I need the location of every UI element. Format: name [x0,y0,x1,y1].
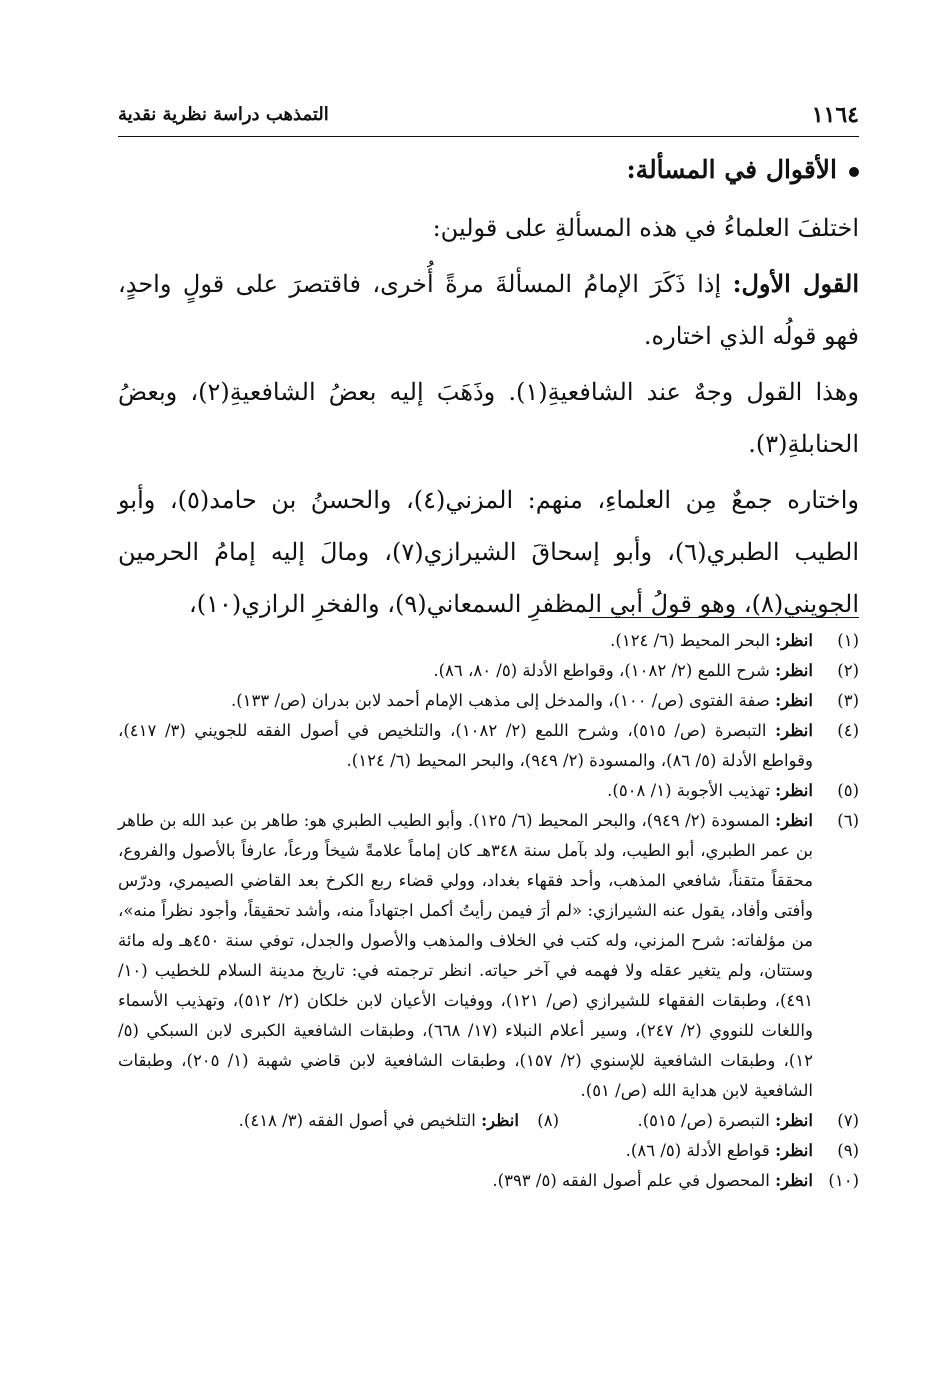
footnote-body: شرح اللمع (٢/ ١٠٨٢)، وقواطع الأدلة (٥/ ٨٠، ٨٦). [433,661,776,680]
footnote-3 [118,686,859,716]
footnote-number: (٣) [837,691,859,710]
footnote-number: (٩) [837,1141,859,1160]
footnote-lead: انظر: [775,1141,813,1160]
footnote-number: (٤) [837,721,859,740]
footnote-5 [118,776,859,806]
footnote-body: قواطع الأدلة (٥/ ٨٦). [625,1141,776,1160]
paragraph-scholars: واختاره جمعٌ مِن العلماءِ، منهم: المزني(٤)، والحسنُ بن حامد(٥)، وأبو الطيب الطبري(٦)، وأبو إسحاقَ الشيرازي(٧)، ومالَ إليه إمامُ الحرمين الجويني(٨)، وهو قولُ أبي المظفرِ السمعاني(٩)، والفخرِ الرازي(١٠)، [118,486,860,618]
footnote-text [118,716,813,776]
footnote-text [118,686,813,716]
footnote-body: المحصول في علم أصول الفقه (٥/ ٣٩٣). [492,1171,776,1190]
footnote-body: البحر المحيط (٦/ ١٢٤). [610,631,776,650]
footnote-text [118,806,813,1106]
paragraph-intro: اختلفَ العلماءُ في هذه المسألةِ على قولين: [432,214,859,242]
footnote-2 [118,656,859,686]
footnote-lead: انظر: [775,811,813,830]
footnote-body: صفة الفتوى (ص/ ١٠٠)، والمدخل إلى مذهب الإمام أحمد لابن بدران (ص/ ١٣٣). [230,691,776,710]
footnote-1 [118,626,859,656]
footnote-lead: انظر: [775,631,813,650]
footnote-text [118,626,813,656]
footnote-body: التلخيص في أصول الفقه (٣/ ٤١٨). [238,1111,482,1130]
footnote-lead: انظر: [481,1111,519,1130]
footnote-lead: انظر: [775,781,813,800]
footnote-number: (٢) [837,661,859,680]
footnote-8 [239,1106,559,1136]
footnote-number: (٥) [837,781,859,800]
footnote-number: (٧) [837,1111,859,1130]
footnote-7-8 [118,1106,859,1136]
footnote-text [118,1166,813,1196]
footnote-number: (١) [837,631,859,650]
running-title: التمذهب دراسة نظرية نقدية [118,104,329,125]
footnote-body: المسودة (٢/ ٩٤٩)، والبحر المحيط (٦/ ١٢٥). وأبو الطيب الطبري هو: طاهر بن عبد الله بن طاهر بن عمر الطبري، أبو الطيب، ولد بآمل سنة ٣٤٨هـ كان إماماً علامةً شيخاً ورعاً، عارفاً بالأصول والفروع، محققاً متقناً، شافعي المذهب، وأحد فقهاء بغداد، وولي قضاء ربع الكرخ بعد القاضي الصيمري، ودرّس وأفتى وأفاد، يقول عنه الشيرازي: «لم أرَ فيمن رأيتُ أكمل اجتهاداً منه، وأشد تحقيقاً، وأجود نظراً منه»، من مؤلفاته: شرح المزني، وله كتب في الخلاف والمذهب والأصول والجدل، توفي سنة ٤٥٠هـ وله مائة وستتان، ولم يتغير عقله ولا فهمه في آخر حياته. انظر ترجمته في: تاريخ مدينة السلام للخطيب (١٠/ ٤٩١)، وطبقات الفقهاء للشيرازي (ص/ ١٢١)، ووفيات الأعيان لابن خلكان (٢/ ٥١٢)، وتهذيب الأسماء واللغات للنووي (٢/ ٢٤٧)، وسير أعلام النبلاء (١٧/ ٦٦٨)، وطبقات الشافعية الكبرى لابن السبكي (٥/ ١٢)، وطبقات الشافعية للإسنوي (٢/ ١٥٧)، وطبقات الشافعية لابن قاضي شهبة (١/ ٢٠٥)، وطبقات الشافعية لابن هداية الله (ص/ ٥١). [118,811,814,1100]
page-header [118,100,859,137]
footnote-lead: انظر: [775,1171,813,1190]
section-heading [118,148,859,192]
first-opinion-label: القول الأول: [732,269,859,298]
footnote-4 [118,716,859,776]
footnote-body: تهذيب الأجوبة (١/ ٥٠٨). [607,781,776,800]
footnote-text [239,1106,519,1136]
paragraph-first-opinion [118,258,859,362]
footnote-body: التبصرة (ص/ ٥١٥). [637,1111,776,1130]
footnote-10 [118,1166,859,1196]
bullet-icon [849,167,859,177]
page-number: ١١٦٤ [811,102,859,128]
footnote-number: (٦) [837,811,859,830]
footnote-text [118,776,813,806]
footnote-text [637,1106,813,1136]
footnote-separator [589,617,859,618]
footnote-lead: انظر: [775,691,813,710]
paragraph-shafii: وهذا القول وجهٌ عند الشافعيةِ(١). وذَهَبَ إليه بعضُ الشافعيةِ(٢)، وبعضُ الحنابلةِ(٣). [118,378,859,458]
footnote-lead: انظر: [775,721,813,740]
footnote-lead: انظر: [775,661,813,680]
footnote-text [118,1136,813,1166]
footnote-number: (٨) [537,1111,559,1130]
footnote-9 [118,1136,859,1166]
main-text [118,148,859,634]
footnote-number: (١٠) [828,1171,859,1190]
footnote-body: التبصرة (ص/ ٥١٥)، وشرح اللمع (٢/ ١٠٨٢)، والتلخيص في أصول الفقه للجويني (٣/ ٤١٧)، وقواطع الأدلة (٥/ ٨٦)، والمسودة (٢/ ٩٤٩)، والبحر المحيط (٦/ ١٢٤). [118,721,813,770]
footnote-lead: انظر: [775,1111,813,1130]
section-heading-text: الأقوال في المسألة: [626,155,837,184]
footnotes [118,626,859,1196]
footnote-text [118,656,813,686]
first-opinion-text: إذا ذَكَرَ الإمامُ المسألةَ مرةً أُخرى، فاقتصرَ على قولٍ واحدٍ، فهو قولُه الذي اختاره. [118,270,859,350]
footnote-7 [559,1106,859,1136]
footnote-6 [118,806,859,1106]
